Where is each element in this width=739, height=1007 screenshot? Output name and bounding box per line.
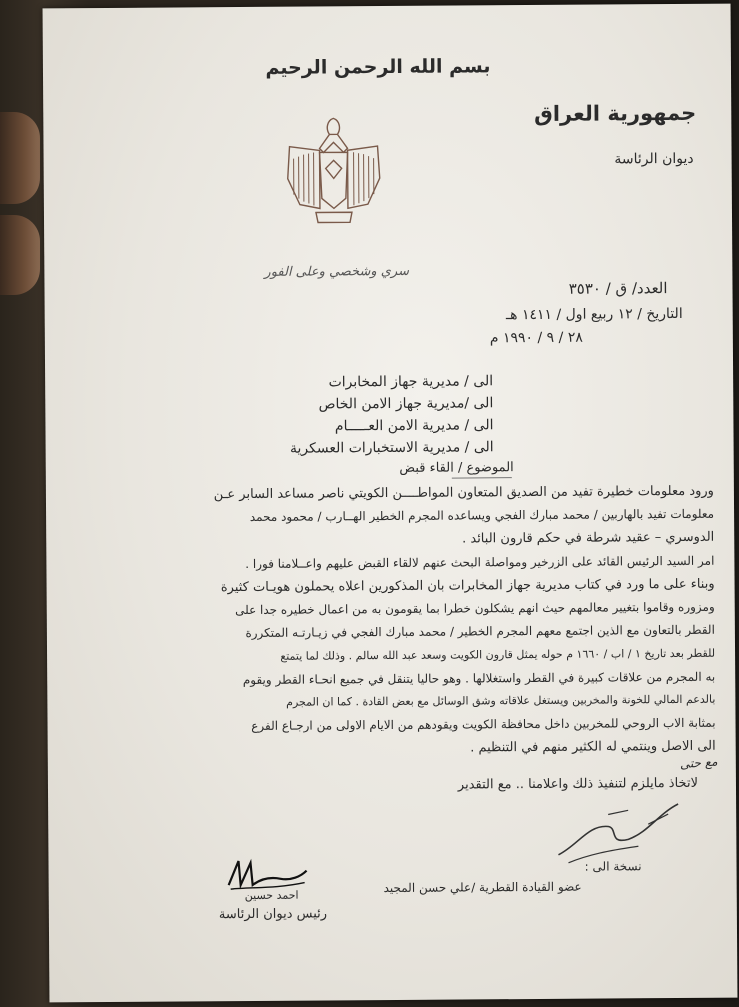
handwritten-note: مع حتى <box>679 754 719 772</box>
recipient: الى / مديرية الاستخبارات العسكرية <box>289 439 494 457</box>
document-page <box>43 4 738 1003</box>
body-line: معلومات تفيد بالهاربين / محمد مبارك الفجي ويساعده المجرم الخطير الهــارب / محمود محمد <box>249 506 715 524</box>
body-line: للقطر بعد تاريخ ١ / اب / ١٦٦٠ م حوله يمثل قارون الكويت وسعد عبد الله سالم . وذلك لما يتمتع <box>280 646 716 663</box>
classification-mark: سري وشخصي وعلى الفور <box>264 263 410 280</box>
closing-line: لاتخاذ مايلزم لتنفيذ ذلك واعلامنا .. مع التقدير <box>457 775 699 793</box>
body-line: بمثابة الاب الروحي للمخربين داخل محافظة الكويت ويقودهم من الايام الاولى من ارجـاع الفرع <box>251 715 716 733</box>
date-hijri: التاريخ / ١٢ ربيع اول / ١٤١١ هـ <box>505 305 683 324</box>
body-line: ورود معلومات خطيرة تفيد من الصديق المتعاون المواطــــن الكويتي ناصر مساعد السابر عـن <box>213 483 714 503</box>
body-line: ومزوره وقاموا بتغيير معالمهم حيث انهم يشكلون خطرا بما يقومون به من اعمال خطيره جدا على <box>235 599 715 618</box>
recipient: الى / مديرية الامن العـــــام <box>334 417 494 435</box>
eagle-emblem-icon <box>279 108 388 229</box>
copy-to-recipient: عضو القيادة القطرية /علي حسن المجيد <box>383 879 582 896</box>
body-line: به المجرم من علاقات كبيرة في القطر واستغلالها . وهو حاليا يتنقل في جميع انحـاء القطر ويقوم <box>242 669 716 688</box>
signatory-title: رئيس ديوان الرئاسة <box>218 906 328 923</box>
handwritten-annotation-icon <box>548 784 689 865</box>
body-line: بالدعم المالي للخونة والمخربين ويستغل علاقاته وشق الوسائل مع بعض القادة . كما ان المجرم <box>286 692 716 709</box>
reference-number: العدد/ ق / ٣٥٣٠ <box>568 279 668 298</box>
office-name: ديوان الرئاسة <box>614 150 694 168</box>
date-gregorian: ٢٨ / ٩ / ١٩٩٠ م <box>489 329 583 347</box>
recipient: الى /مديرية جهاز الامن الخاص <box>318 395 494 413</box>
thumb <box>0 112 40 204</box>
body-line: امر السيد الرئيس القائد على الزرخير ومواصلة البحث عنهم لالقاء القبض عليهم واعــلامنا فورا . <box>245 553 715 572</box>
recipient: الى / مديرية جهاز المخابرات <box>328 373 494 391</box>
body-line: الى الاصل وينتمي له الكثير منهم في التنظيم . <box>470 738 716 756</box>
subject-line: الموضوع / القاء قبض <box>399 460 514 476</box>
finger <box>0 215 40 295</box>
body-line: القطر بالتعاون مع الذين اجتمع معهم المجرم الخطير / محمد مبارك الفجي في زيـارتـه المتكررة <box>245 622 715 641</box>
basmala: بسم الله الرحمن الرحيم <box>265 55 491 79</box>
body-line: الدوسري – عقيد شرطة في حكم قارون البائد . <box>462 529 715 547</box>
copy-to-label: نسخة الى : <box>584 859 642 874</box>
republic-heading: جمهورية العراق <box>533 100 697 126</box>
body-line: وبناء على ما ورد في كتاب مديرية جهاز المخابرات بان المذكورين اعلاه يحملون هويـات كثيرة <box>220 576 715 596</box>
signatory-name: احمد حسين <box>244 888 299 903</box>
subject-underline <box>452 477 512 478</box>
